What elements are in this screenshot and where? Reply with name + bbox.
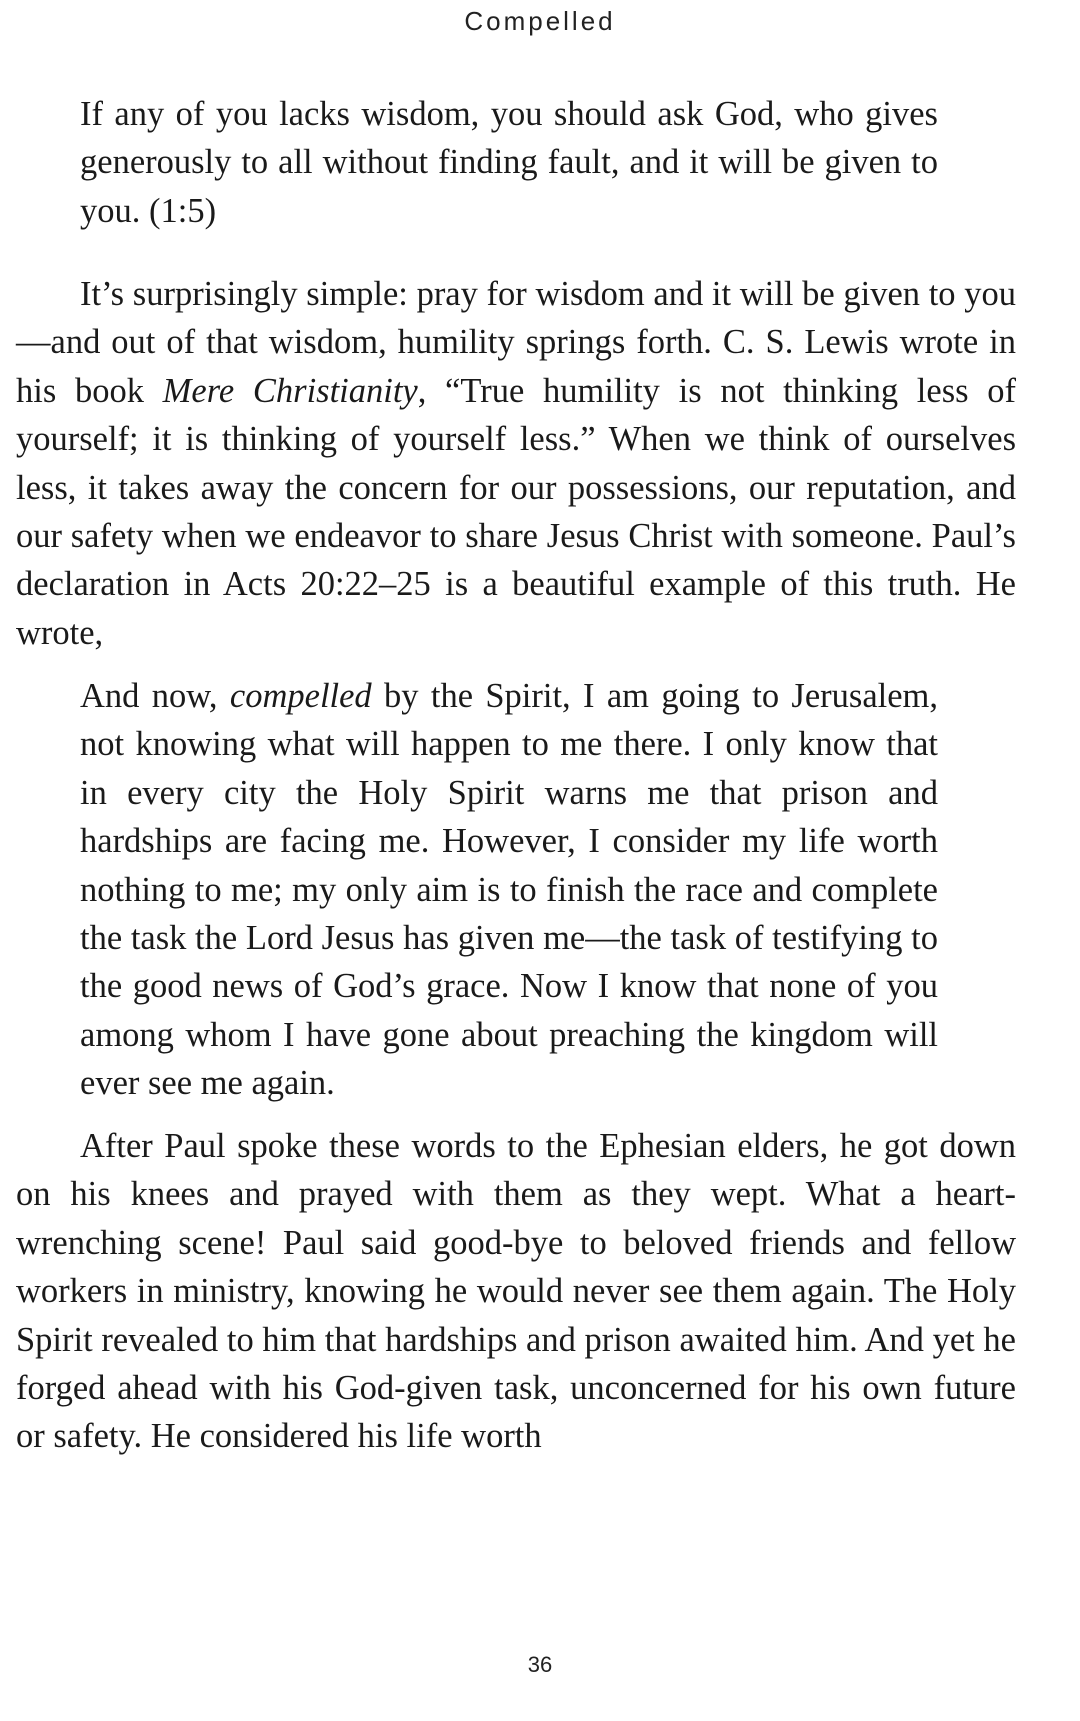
quote-text-start: And now, <box>80 677 230 715</box>
quote-text-end: by the Spirit, I am going to Jerusalem, not knowing what will happen to me there. I only know that in every city the Holy Spirit warns me that prison and hardships are facing me. However, I consider my life worth nothing to me; my only aim is to finish the race and complete the task the Lord Jesus has given me—the task of testifying to the good news of God’s grace. Now I know that none of you among whom I have gone about preaching the kingdom will ever see me again. <box>80 677 938 1103</box>
page-number: 36 <box>527 1652 553 1677</box>
quote-emphasis: compelled <box>229 677 372 715</box>
paragraph-text-end: , “True humility is not thinking less of yourself; it is thinking of yourself less.” When we think of ourselves less, it takes away the concern for our possessions, our reputation, and our safety when we endeavor to share Jesus Christ with someone. Paul’s declaration in Acts 20:22–25 is a beautiful example of this truth. He wrote, <box>16 371 1016 652</box>
body-paragraph-humility <box>16 270 1016 657</box>
book-title: Mere Christianity <box>162 371 418 410</box>
scripture-quote-acts <box>80 672 938 1108</box>
body-paragraph-ephesian-elders: After Paul spoke these words to the Ephesian elders, he got down on his knees and prayed with them as they wept. What a heart-wrenching scene! Paul said good-bye to beloved friends and fellow workers in ministry, knowing he would never see them again. The Holy Spirit revealed to him that hardships and prison awaited him. And yet he forged ahead with his God-given task, unconcerned for his own future or safety. He considered his life worth <box>16 1127 1016 1456</box>
paragraph-text-start: It’s surprisingly simple: pray for wisdom and it will be given to you—and out of that wisdom, humility springs forth. C. S. Lewis wrote in his book <box>16 275 1016 410</box>
scripture-quote-james: If any of you lacks wisdom, you should ask God, who gives generously to all without finding fault, and it will be given to you. (1:5) <box>80 95 938 230</box>
running-head-title: Compelled <box>464 6 616 36</box>
